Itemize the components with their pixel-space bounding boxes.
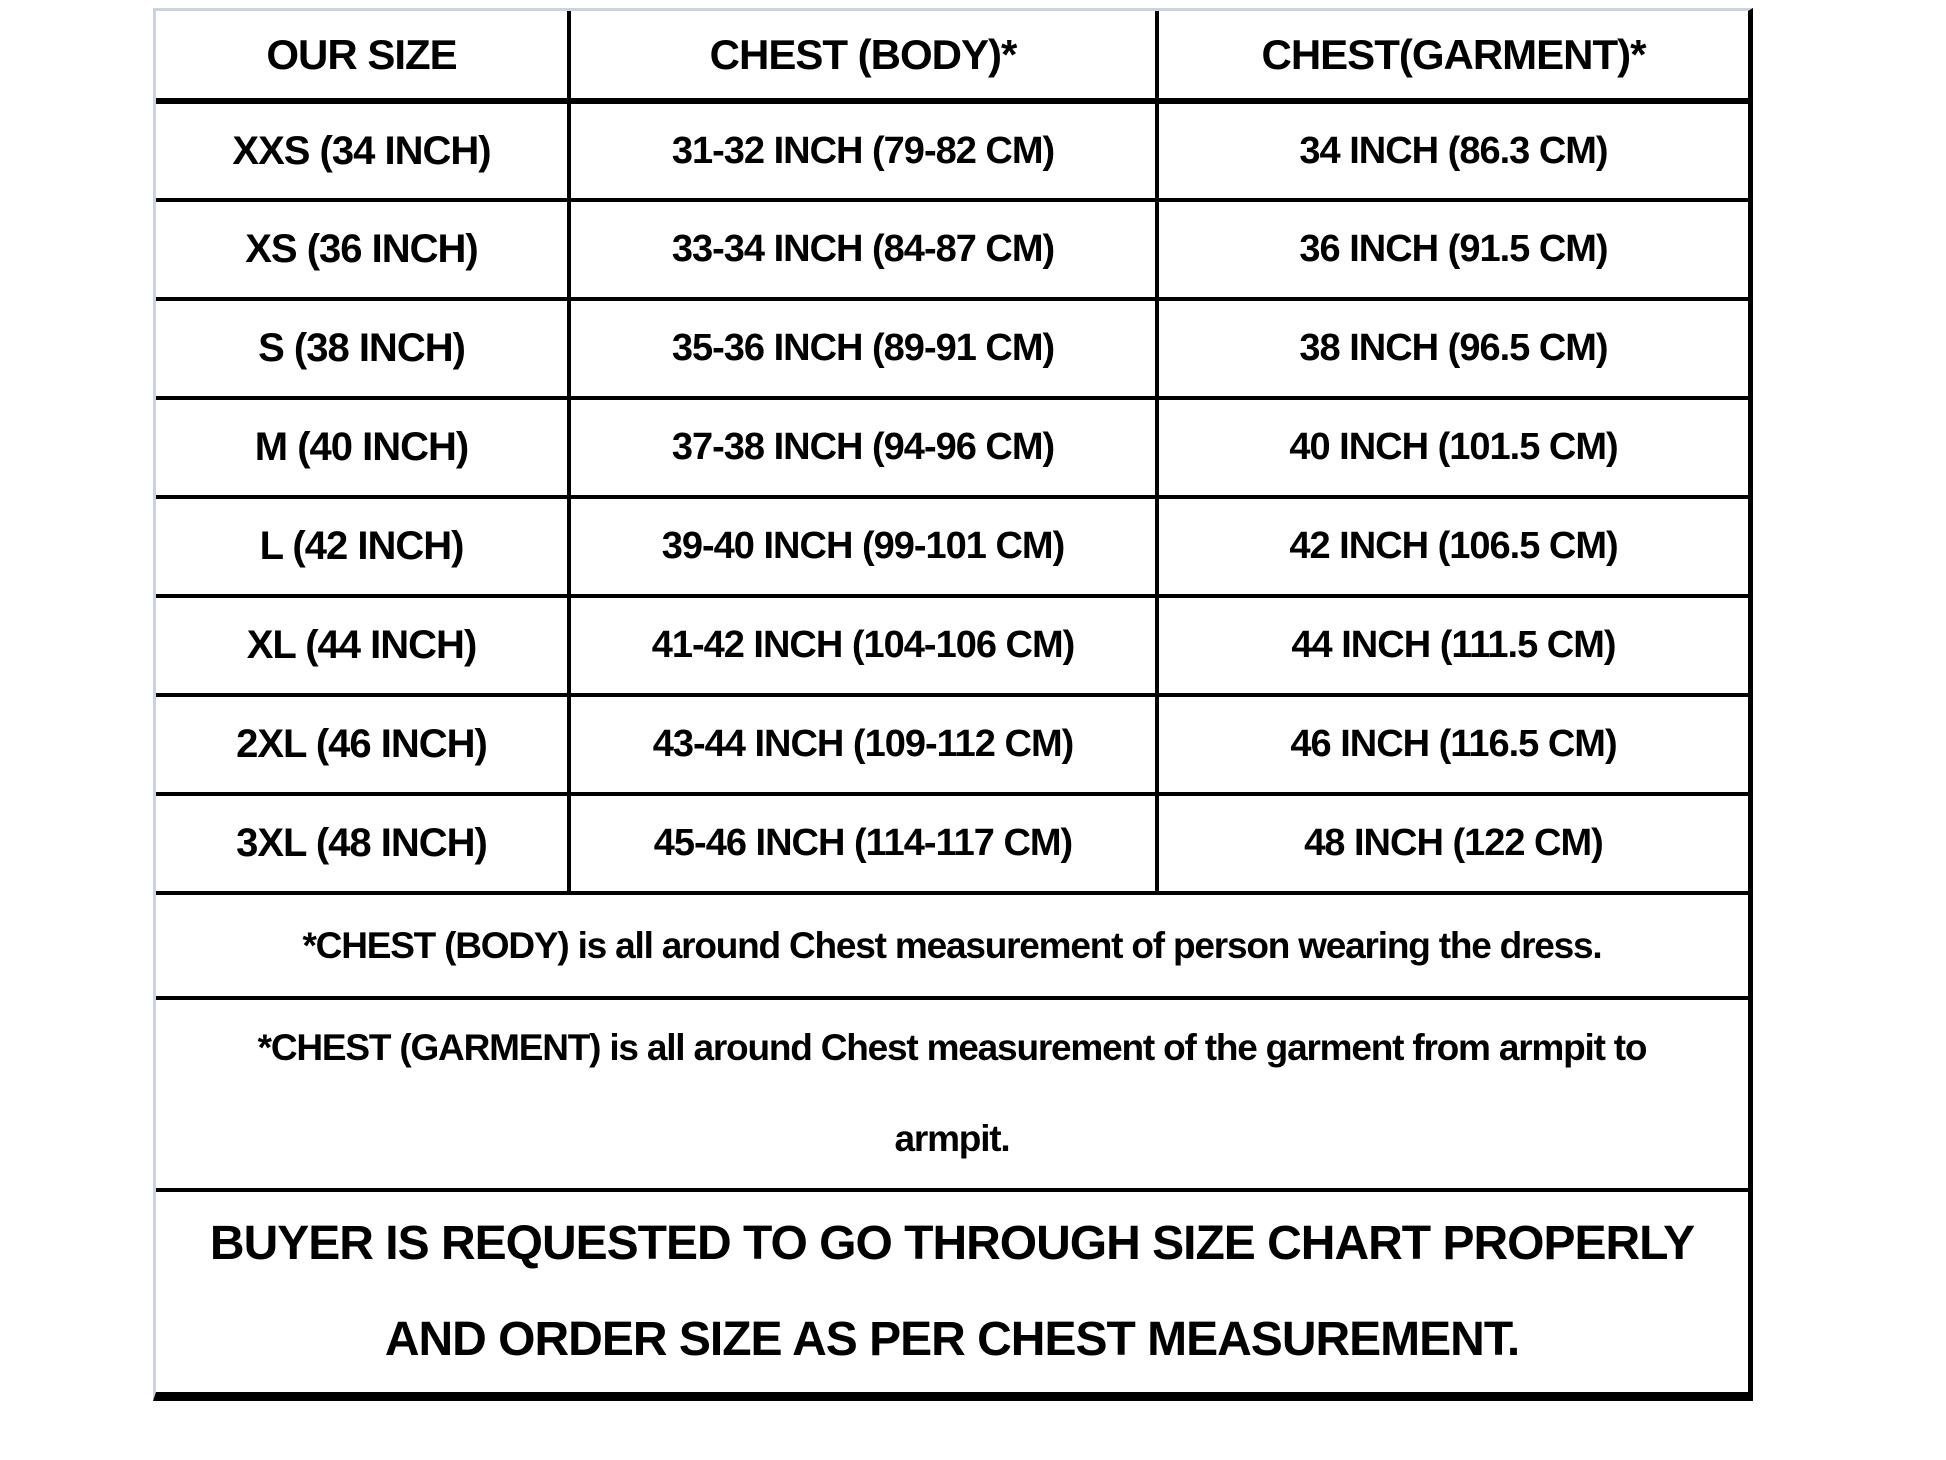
buyer-note-text: BUYER IS REQUESTED TO GO THROUGH SIZE CHART PROPERLY AND ORDER SIZE AS PER CHEST MEASUREMENT. — [209, 1217, 1695, 1366]
footnote-chest-garment: *CHEST (GARMENT) is all around Chest measurement of the garment from armpit to armpit. — [156, 998, 1748, 1190]
footnote-chest-body: *CHEST (BODY) is all around Chest measurement of person wearing the dress. — [156, 893, 1748, 998]
cell-size: XXS (34 INCH) — [156, 101, 569, 200]
footnote-row-garment — [156, 998, 1748, 1190]
cell-chest-body: 37-38 INCH (94-96 CM) — [569, 398, 1157, 497]
header-chest-garment: CHEST(GARMENT)* — [1157, 11, 1748, 101]
cell-chest-body: 33-34 INCH (84-87 CM) — [569, 200, 1157, 299]
cell-chest-garment: 42 INCH (106.5 CM) — [1157, 497, 1748, 596]
cell-size: XS (36 INCH) — [156, 200, 569, 299]
cell-chest-body: 43-44 INCH (109-112 CM) — [569, 695, 1157, 794]
table-row-2xl — [156, 695, 1748, 794]
cell-chest-body: 35-36 INCH (89-91 CM) — [569, 299, 1157, 398]
table-row-l — [156, 497, 1748, 596]
header-our-size: OUR SIZE — [156, 11, 569, 101]
cell-chest-body: 41-42 INCH (104-106 CM) — [569, 596, 1157, 695]
cell-chest-garment: 46 INCH (116.5 CM) — [1157, 695, 1748, 794]
buyer-note-row — [156, 1190, 1748, 1392]
size-table — [156, 11, 1748, 1392]
size-chart-table — [153, 8, 1753, 1401]
cell-chest-garment: 36 INCH (91.5 CM) — [1157, 200, 1748, 299]
cell-chest-garment: 44 INCH (111.5 CM) — [1157, 596, 1748, 695]
cell-chest-body: 31-32 INCH (79-82 CM) — [569, 101, 1157, 200]
cell-chest-garment: 48 INCH (122 CM) — [1157, 794, 1748, 893]
cell-chest-garment: 38 INCH (96.5 CM) — [1157, 299, 1748, 398]
table-row-xl — [156, 596, 1748, 695]
table-row-xxs — [156, 101, 1748, 200]
cell-size: 2XL (46 INCH) — [156, 695, 569, 794]
cell-chest-body: 39-40 INCH (99-101 CM) — [569, 497, 1157, 596]
cell-chest-body: 45-46 INCH (114-117 CM) — [569, 794, 1157, 893]
cell-size: M (40 INCH) — [156, 398, 569, 497]
cell-size: XL (44 INCH) — [156, 596, 569, 695]
header-chest-body: CHEST (BODY)* — [569, 11, 1157, 101]
table-row-m — [156, 398, 1748, 497]
header-row — [156, 11, 1748, 101]
cell-size: S (38 INCH) — [156, 299, 569, 398]
cell-chest-garment: 40 INCH (101.5 CM) — [1157, 398, 1748, 497]
cell-size: 3XL (48 INCH) — [156, 794, 569, 893]
cell-chest-garment: 34 INCH (86.3 CM) — [1157, 101, 1748, 200]
table-row-3xl — [156, 794, 1748, 893]
footnote-row-body — [156, 893, 1748, 998]
table-row-s — [156, 299, 1748, 398]
table-row-xs — [156, 200, 1748, 299]
cell-size: L (42 INCH) — [156, 497, 569, 596]
